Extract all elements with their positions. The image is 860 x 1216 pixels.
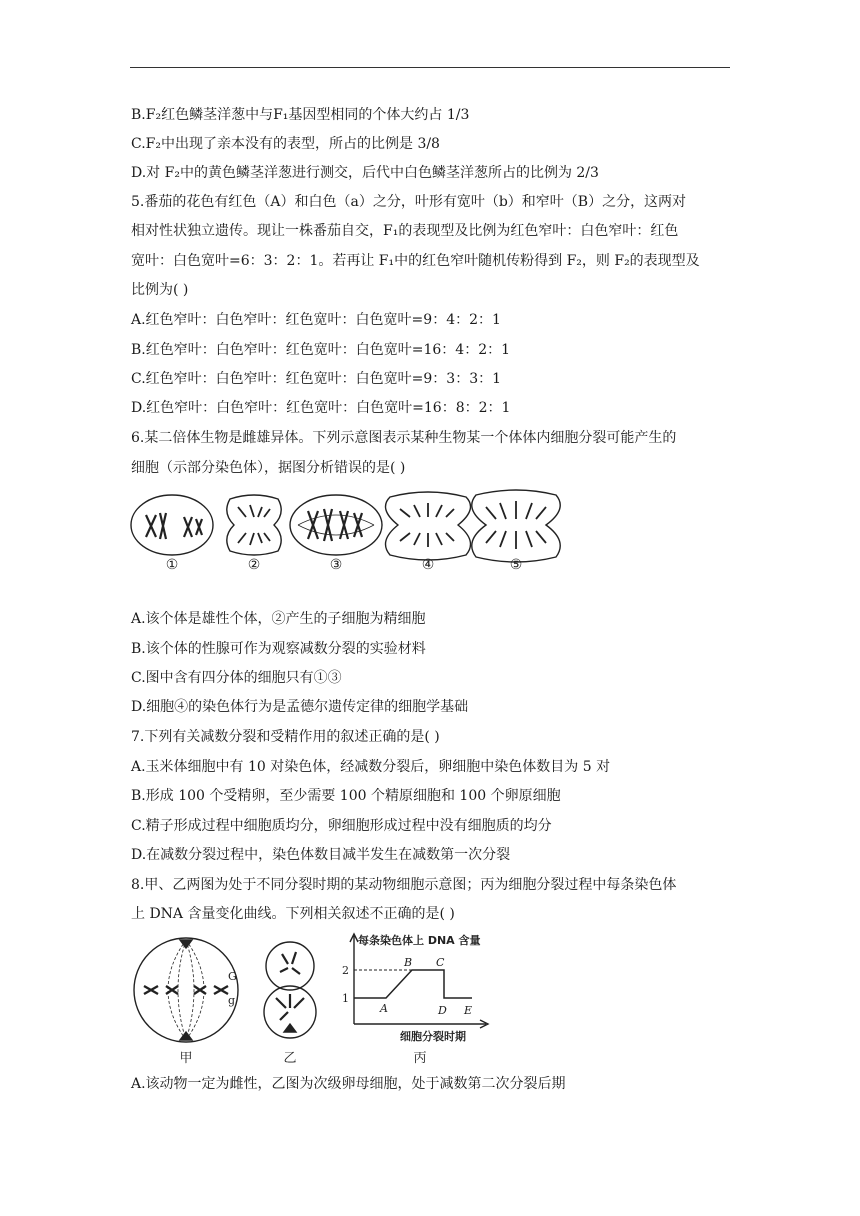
figure-label-3: ③ <box>329 557 343 573</box>
q5-option-b: B.红色窄叶：白色窄叶：红色宽叶：白色宽叶=16：4：2：1 <box>131 342 511 358</box>
fig-label-jia: 甲 <box>179 1051 193 1066</box>
q7-option-a: A.玉米体细胞中有 10 对染色体，经减数分裂后，卵细胞中染色体数目为 5 对 <box>131 759 611 775</box>
q6-stem-line-2: 细胞（示部分染色体），据图分析错误的是( ) <box>131 460 406 476</box>
q6-option-d: D.细胞④的染色体行为是孟德尔遗传定律的细胞学基础 <box>131 699 469 715</box>
cell-yi <box>264 942 316 1038</box>
gene-label-g: g <box>228 994 236 1007</box>
chart-marks <box>354 970 472 998</box>
q6-option-c: C.图中含有四分体的细胞只有①③ <box>131 670 342 686</box>
y-tick-1: 1 <box>342 992 349 1005</box>
figure-label-1: ① <box>165 557 179 573</box>
q5-stem-line-3: 宽叶：白色宽叶=6：3：2：1。若再让 F₁中的红色窄叶随机传粉得到 F₂，则 F₂的表现型及 <box>131 253 700 269</box>
q6-stem-line-1: 6.某二倍体生物是雌雄异体。下列示意图表示某种生物某一个体体内细胞分裂可能产生的 <box>131 430 677 446</box>
gene-label-G: G <box>228 970 237 983</box>
y-tick-2: 2 <box>342 964 349 977</box>
figure-label-5: ⑤ <box>509 557 523 573</box>
chart-ylabel: 每条染色体上 DNA 含量 <box>358 934 481 947</box>
q6-option-a: A.该个体是雄性个体，②产生的子细胞为精细胞 <box>131 611 426 627</box>
cell-jia <box>134 938 238 1042</box>
point-label-D: D <box>438 1004 447 1017</box>
cell-2-outline <box>227 495 281 555</box>
chart-series-line <box>354 970 472 998</box>
q5-stem-line-4: 比例为( ) <box>131 282 189 298</box>
q8-option-a: A.该动物一定为雌性，乙图为次级卵母细胞，处于减数第二次分裂后期 <box>131 1076 566 1092</box>
q5-option-a: A.红色窄叶：白色窄叶：红色宽叶：白色宽叶=9：4：2：1 <box>131 312 501 328</box>
fig-label-yi: 乙 <box>283 1051 297 1066</box>
q4-option-c: C.F₂中出现了亲本没有的表型，所占的比例是 3/8 <box>131 136 440 152</box>
q5-option-d: D.红色窄叶：白色窄叶：红色宽叶：白色宽叶=16：8：2：1 <box>131 400 511 416</box>
cell-5-outline <box>472 490 560 562</box>
q8-stem-line-2: 上 DNA 含量变化曲线。下列相关叙述不正确的是( ) <box>131 906 455 922</box>
chart-xlabel: 细胞分裂时期 <box>400 1030 466 1043</box>
point-label-B: B <box>404 956 413 969</box>
cell-3-outline <box>290 495 382 555</box>
figure-label-4: ④ <box>421 557 435 573</box>
header-rule <box>130 67 730 68</box>
fig-label-bing: 丙 <box>413 1051 427 1066</box>
cell-4-outline <box>386 492 471 560</box>
q4-option-d: D.对 F₂中的黄色鳞茎洋葱进行测交，后代中白色鳞茎洋葱所占的比例为 2/3 <box>131 165 599 181</box>
q7-option-b: B.形成 100 个受精卵，至少需要 100 个精原细胞和 100 个卵原细胞 <box>131 788 561 804</box>
point-label-E: E <box>464 1004 473 1017</box>
q8-figure <box>130 928 510 1068</box>
q6-option-b: B.该个体的性腺可作为观察减数分裂的实验材料 <box>131 641 426 657</box>
cell-division-figure <box>128 485 568 573</box>
q5-stem-line-2: 相对性状独立遗传。现让一株番茄自交，F₁的表现型及比例为红色窄叶：白色窄叶：红色 <box>131 223 679 239</box>
q8-stem-line-1: 8.甲、乙两图为处于不同分裂时期的某动物细胞示意图；丙为细胞分裂过程中每条染色体 <box>131 877 677 893</box>
figure-label-2: ② <box>247 557 261 573</box>
q5-stem-line-1: 5.番茄的花色有红色（A）和白色（a）之分，叶形有宽叶（b）和窄叶（B）之分，这两对 <box>131 194 687 210</box>
point-label-A: A <box>380 1002 388 1015</box>
q4-option-b: B.F₂红色鳞茎洋葱中与F₁基因型相同的个体大约占 1/3 <box>131 107 470 123</box>
q7-stem: 7.下列有关减数分裂和受精作用的叙述正确的是( ) <box>131 729 440 745</box>
point-label-C: C <box>436 956 445 969</box>
q7-option-d: D.在减数分裂过程中，染色体数目减半发生在减数第一次分裂 <box>131 847 511 863</box>
q5-option-c: C.红色窄叶：白色窄叶：红色宽叶：白色宽叶=9：3：3：1 <box>131 371 502 387</box>
q7-option-c: C.精子形成过程中细胞质均分，卵细胞形成过程中没有细胞质的均分 <box>131 818 552 834</box>
